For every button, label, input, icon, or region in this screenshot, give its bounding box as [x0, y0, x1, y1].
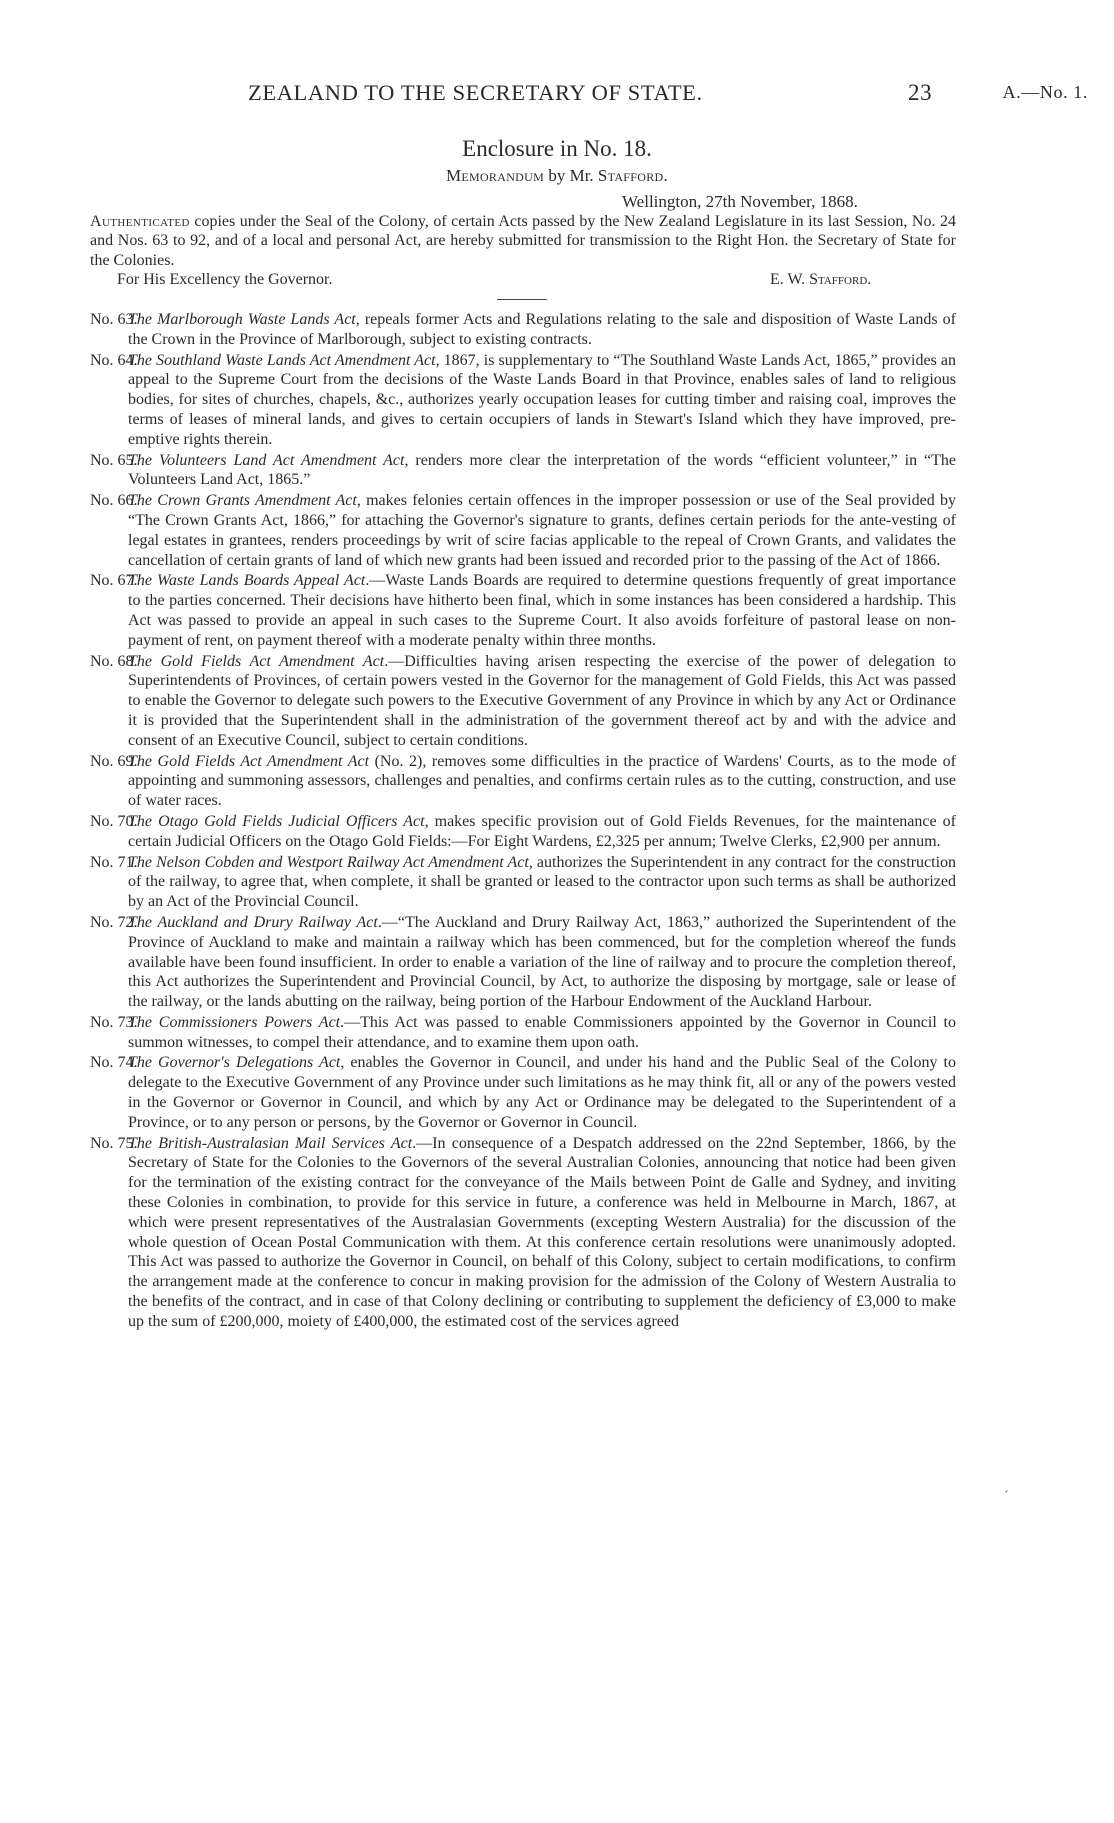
item-number: No. 72. — [90, 913, 138, 931]
list-item — [90, 310, 956, 350]
intro-text: copies under the Seal of the Colony, of certain Acts passed by the New Zealand Legislature in its last Session, No. 24 and Nos. 63 to 92, and of a local and personal Act, are hereby submitted for transmission to the Right Hon. the Secretary of State for the Colonies. — [90, 213, 956, 269]
item-number: No. 75. — [90, 1134, 138, 1152]
act-description: , enables the Governor in Council, and under his hand and the Public Seal of the Colony to delegate to the Executive Government of any Province under such limitations as he may think fit, all or any of the powers vested in the Governor or Governor in Council, and which by any Act or Ordinance may be delegated to the Superintendent of a Province, or to any person or persons, by the Governor or Governor in Council. — [128, 1054, 956, 1131]
page-number: 23 — [908, 80, 933, 105]
act-description: , makes specific provision out of Gold Fields Revenues, for the maintenance of certain Judicial Officers on the Otago Gold Fields:—For Eight Wardens, £2,325 per annum; Twelve Clerks, £2,900 per annum. — [128, 812, 956, 850]
signature: E. W. Stafford. — [770, 271, 872, 288]
item-number: No. 71. — [90, 853, 138, 871]
item-number: No. 74. — [90, 1054, 138, 1072]
running-title: ZEALAND TO THE SECRETARY OF STATE. — [248, 80, 703, 105]
list-item — [90, 1013, 956, 1053]
act-description: , 1867, is supplementary to “The Southland Waste Lands Act, 1865,” provides an appeal to the Supreme Court from the decisions of the Waste Lands Board in that Province, enables sales of land to religious bodies, for sites of churches, chapels, &c., authorizes yearly occupation leases for cutting timber and raising coal, improves the terms of leases of mineral lands, and gives to certain occupiers of lands in Stewart's Island which they have improved, pre-emptive rights therein. — [128, 351, 956, 448]
act-title: The Governor's Delegations Act — [128, 1054, 341, 1072]
item-number: No. 70. — [90, 812, 138, 830]
item-number: No. 65. — [90, 451, 138, 469]
item-number: No. 69. — [90, 752, 138, 770]
item-number: No. 64. — [90, 351, 138, 369]
intro-paragraph — [90, 212, 956, 270]
act-description: , authorizes the Superintendent in any contract for the construction of the railway, to agree that, when complete, it shall be granted or leased to the contractor upon such terms as shall be authorized by an Act of the Provincial Council. — [128, 853, 957, 911]
intro-lead: Authenticated — [90, 213, 190, 230]
item-number: No. 63. — [90, 311, 138, 328]
act-title: The Crown Grants Amendment Act — [128, 492, 357, 510]
act-title: The Gold Fields Act Amendment Act — [128, 652, 385, 670]
act-title: The Commissioners Powers Act — [128, 1013, 341, 1031]
list-item — [90, 491, 956, 570]
acts-list — [90, 310, 956, 1333]
list-item — [90, 812, 956, 852]
act-title: The Marlborough Waste Lands Act — [128, 311, 356, 328]
document-reference: A.—No. 1. — [1002, 82, 1088, 102]
act-title: The Auckland and Drury Railway Act — [128, 913, 378, 931]
margin-mark: ˊ — [1004, 1489, 1009, 1504]
item-number: No. 66. — [90, 492, 138, 510]
separator-rule — [497, 299, 547, 300]
enclosure-title: Enclosure in No. 18. — [462, 136, 652, 161]
place-date: Wellington, 27th November, 1868. — [622, 192, 858, 211]
act-description: , makes felonies certain offences in the improper possession or use of the Seal provided by “The Crown Grants Act, 1866,” for attaching the Governor's signature to grants, defines certain periods for the ante-vesting of legal estates in grantees, renders proceedings by writ of scire facias applicable to the repeal of Crown Grants, and validates the cancellation of certain grants of land of which new grants had been issued and recorded prior to the passing of the Act of 1866. — [128, 492, 957, 569]
item-number: No. 73. — [90, 1013, 138, 1031]
list-item — [90, 451, 956, 491]
list-item — [90, 752, 956, 811]
act-description: .—Waste Lands Boards are required to determine questions frequently of great importance to the parties concerned. Their decisions have hitherto been final, which in some instances has been considered a hardship. This Act was passed to provide an appeal in such cases to the Supreme Court. It also avoids forfeiture of pastoral lease on non-payment of rent, on payment thereof with a moderate penalty within three months. — [128, 572, 957, 649]
act-description: .—In consequence of a Despatch addressed on the 22nd September, 1866, by the Secretary of State for the Colonies to the Governors of the several Australian Colonies, announcing that notice had been given for the termination of the existing contract for the conveyance of the Mails between Point de Galle and Sydney, and inviting these Colonies in combination, to provide for this service in future, a conference was held in Melbourne in March, 1867, at which were present representatives of the Australasian Governments (excepting Western Australia) for the discussion of the whole question of Ocean Postal Communication with them. At this conference certain resolutions were unanimously adopted. This Act was passed to authorize the Governor in Council, on behalf of this Colony, subject to certain modifications, to confirm the arrangement made at the conference to concur in making provision for the admission of the Colony of Western Australia to the benefits of the contract, and in case of that Colony declining or contributing to supplement the deficiency of £3,000 to make up the sum of £200,000, moiety of £400,000, the estimated cost of the services agreed — [128, 1134, 957, 1330]
act-description: .—Difficulties having arisen respecting the exercise of the power of delegation to Superintendents of Provinces, of certain powers vested in the Governor for the management of Gold Fields, this Act was passed to enable the Governor to delegate such powers to the Executive Government of any Province in which by any Act or Ordinance it is provided that the Superintendent shall in the administration of the government thereof act by and with the advice and consent of an Executive Council, subject to certain conditions. — [128, 652, 956, 749]
memorandum-author: Stafford. — [597, 166, 669, 185]
act-title: The Southland Waste Lands Act Amendment Act — [128, 351, 436, 369]
act-title: The British-Australasian Mail Services Act — [128, 1134, 413, 1152]
act-title: The Waste Lands Boards Appeal Act — [128, 572, 366, 590]
page-header — [248, 80, 1088, 114]
list-item — [90, 1053, 956, 1132]
act-title: The Volunteers Land Act Amendment Act — [128, 451, 405, 469]
act-title: The Otago Gold Fields Judicial Officers Act — [128, 812, 425, 830]
list-item — [90, 571, 956, 650]
list-item — [90, 913, 956, 1012]
act-description: (No. 2), removes some difficulties in the practice of Wardens' Courts, as to the mode of appointing and summoning assessors, challenges and penalties, and confirms certain rules as to the cutting, construction, and use of water races. — [128, 752, 957, 810]
memorandum-by: by Mr. — [548, 166, 594, 185]
act-description: , renders more clear the interpretation of the words “efficient volunteer,” in “The Volunteers Land Act, 1865.” — [128, 451, 957, 489]
act-description: .—This Act was passed to enable Commissioners appointed by the Governor in Council to summon witnesses, to compel their attendance, and to examine them upon oath. — [128, 1013, 957, 1051]
act-title: The Gold Fields Act Amendment Act — [128, 752, 370, 770]
act-description: , repeals former Acts and Regulations relating to the sale and disposition of Waste Lands of the Crown in the Province of Marlborough, subject to existing contracts. — [128, 311, 957, 348]
list-item — [90, 853, 956, 912]
item-number: No. 67. — [90, 572, 138, 590]
memorandum-heading — [0, 166, 1114, 186]
item-number: No. 68. — [90, 652, 138, 670]
list-item — [90, 652, 956, 751]
closing-salutation: For His Excellency the Governor. — [117, 271, 333, 288]
act-description: .—“The Auckland and Drury Railway Act, 1863,” authorized the Superintendent of the Province of Auckland to make and maintain a railway which has been commenced, but for the completion whereof the funds available have been found insufficient. In order to enable a variation of the line of railway and to procure the completion thereof, this Act authorizes the Superintendent and Provincial Council, by Act, to authorize the disposing by mortgage, sale or lease of the railway, or the lands abutting on the railway, being portion of the Harbour Endowment of the Auckland Harbour. — [128, 913, 956, 1011]
act-title: The Nelson Cobden and Westport Railway Act Amendment Act — [128, 853, 529, 871]
closing-row — [117, 271, 956, 289]
list-item — [90, 351, 956, 450]
list-item — [90, 1134, 956, 1332]
memorandum-word: Memorandum — [445, 166, 545, 185]
